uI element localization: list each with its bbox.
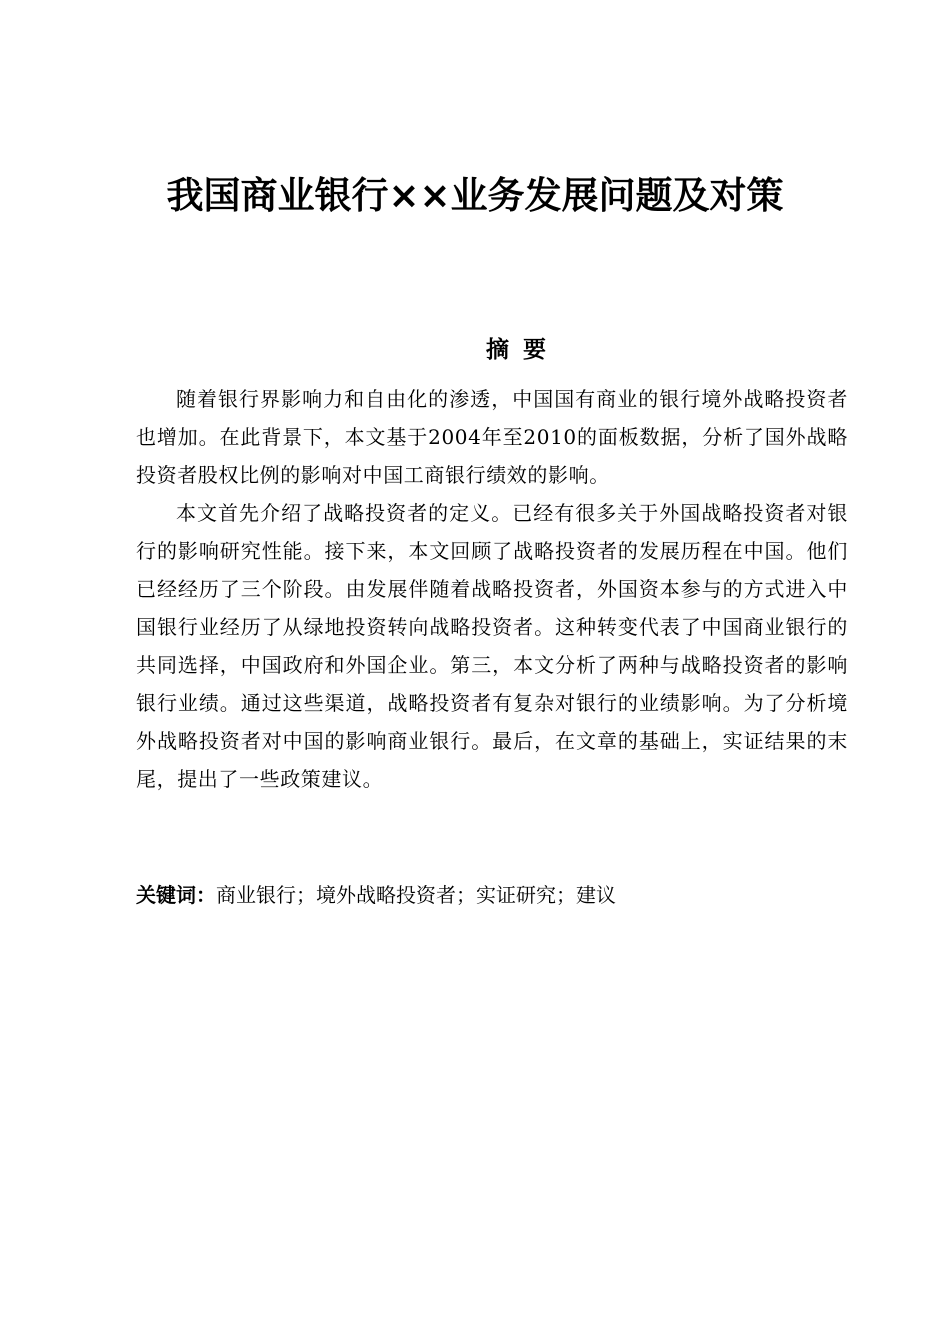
- abstract-paragraph-1: 随着银行界影响力和自由化的渗透，中国国有商业的银行境外战略投资者也增加。在此背景下，本文基于2004年至2010的面板数据，分析了国外战略投资者股权比例的影响对中国工商银行绩效的影响。: [136, 387, 848, 487]
- abstract-body: [136, 380, 848, 798]
- abstract-heading: 摘要: [486, 337, 560, 363]
- keywords-text: 商业银行；境外战略投资者；实证研究；建议: [216, 883, 616, 907]
- abstract-paragraph-2: 本文首先介绍了战略投资者的定义。已经有很多关于外国战略投资者对银行的影响研究性能。接下来，本文回顾了战略投资者的发展历程在中国。他们已经经历了三个阶段。由发展伴随着战略投资者，外国资本参与的方式进入中国银行业经历了从绿地投资转向战略投资者。这种转变代表了中国商业银行的共同选择，中国政府和外国企业。第三，本文分析了两种与战略投资者的影响银行业绩。通过这些渠道，战略投资者有复杂对银行的业绩影响。为了分析境外战略投资者对中国的影响商业银行。最后，在文章的基础上，实证结果的末尾，提出了一些政策建议。: [136, 501, 848, 791]
- keywords-label: 关键词：: [136, 883, 216, 907]
- document-title: 我国商业银行××业务发展问题及对策: [166, 174, 784, 217]
- keywords-line: [136, 876, 848, 914]
